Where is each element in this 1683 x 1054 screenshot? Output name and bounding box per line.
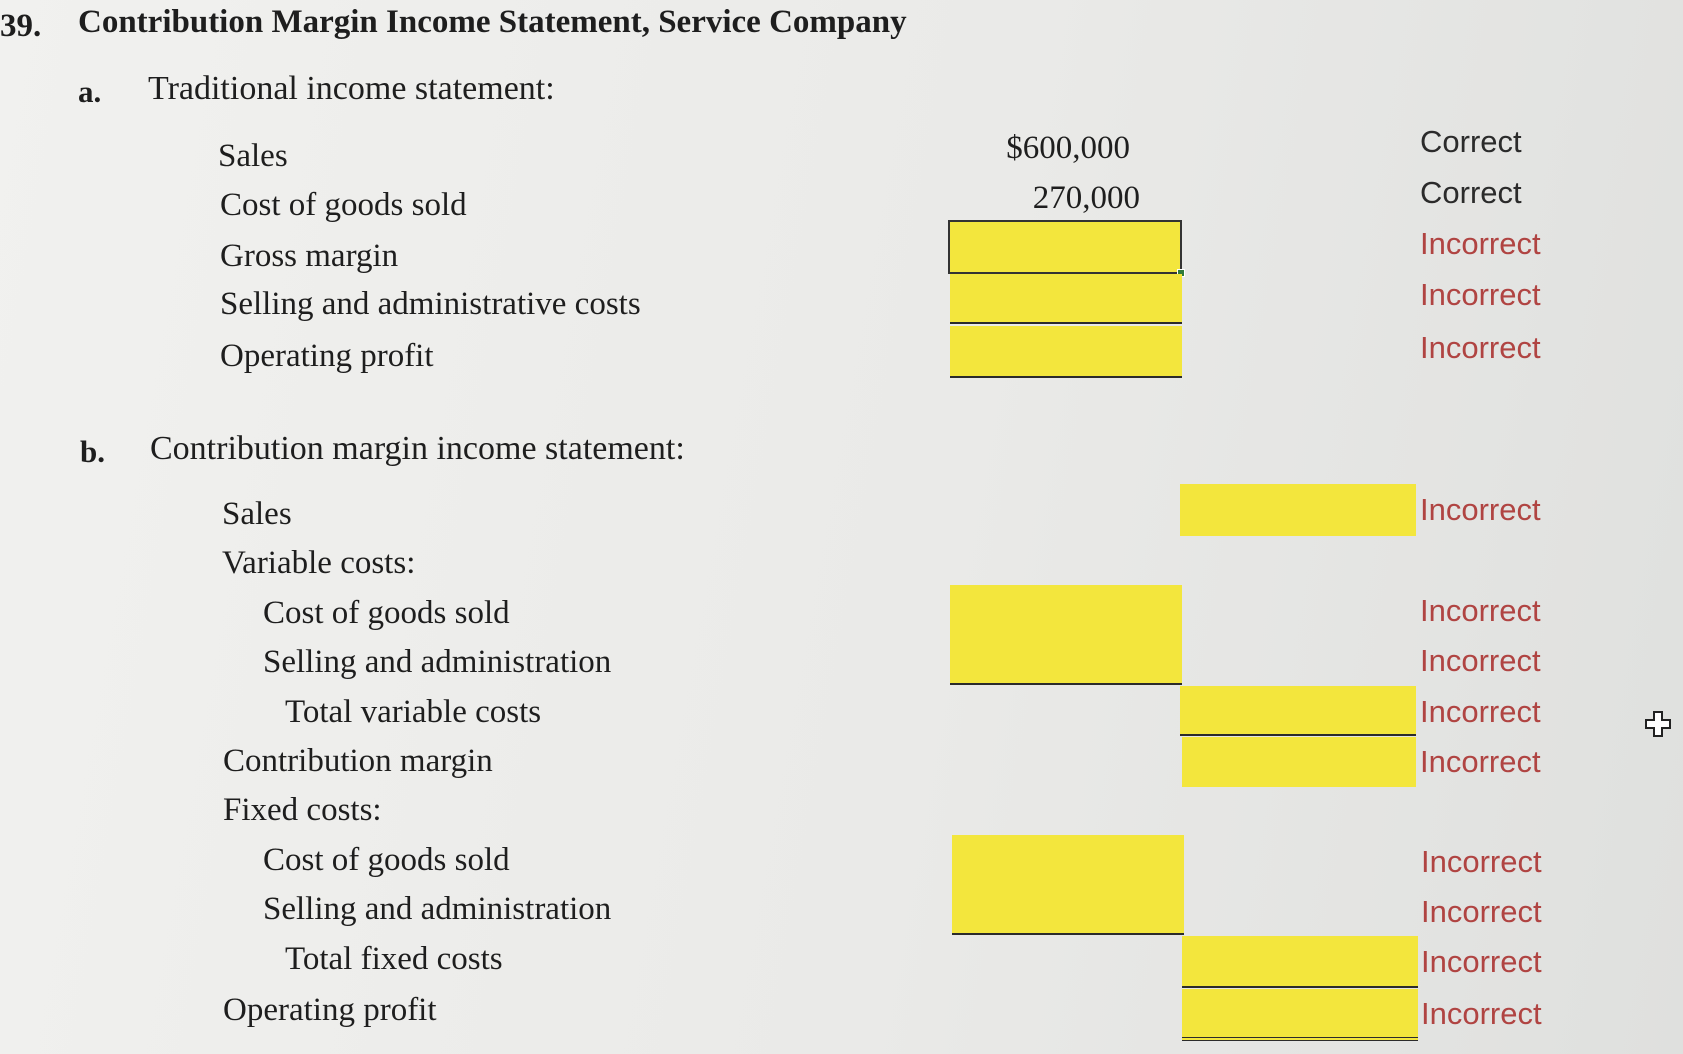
b-input-var-selling-admin[interactable] [950,635,1182,685]
b-input-contribution-margin[interactable] [1182,737,1416,787]
b-input-fixed-selling-admin[interactable] [952,885,1184,935]
b-status-contribution-margin: Incorrect [1420,744,1541,779]
a-row-label-operating-profit: Operating profit [220,338,434,374]
b-row-label-fixed-cogs: Cost of goods sold [263,842,510,878]
a-value-cogs[interactable]: 270,000 [1032,180,1140,216]
b-row-label-sales: Sales [222,496,292,532]
part-a-letter: a. [78,74,102,109]
a-input-gross-margin[interactable] [948,220,1182,274]
move-cursor-icon [1644,710,1672,738]
b-row-label-variable-costs: Variable costs: [222,545,416,581]
b-input-sales[interactable] [1180,484,1416,536]
b-row-label-total-variable: Total variable costs [285,694,542,730]
b-status-var-selling-admin: Incorrect [1420,643,1541,678]
a-input-operating-profit[interactable] [950,326,1182,378]
a-row-label-cogs: Cost of goods sold [220,187,467,223]
a-input-selling-admin[interactable] [950,274,1182,324]
a-row-label-sales: Sales [218,138,288,174]
a-row-label-selling-admin: Selling and administrative costs [220,286,641,322]
problem-number: 39. [0,8,42,44]
b-input-var-cogs[interactable] [950,585,1182,635]
part-b-heading: Contribution margin income statement: [150,430,685,467]
a-status-gross-margin: Incorrect [1420,226,1541,261]
part-a-heading: Traditional income statement: [148,70,555,107]
page-title: Contribution Margin Income Statement, Service Company [78,4,907,40]
b-status-operating-profit: Incorrect [1421,996,1542,1031]
b-status-total-variable: Incorrect [1420,694,1541,729]
a-row-label-gross-margin: Gross margin [220,238,399,274]
a-status-selling-admin: Incorrect [1420,277,1541,312]
b-status-fixed-cogs: Incorrect [1421,844,1542,879]
b-input-total-variable[interactable] [1180,686,1416,736]
b-input-fixed-cogs[interactable] [952,835,1184,885]
a-status-cogs: Correct [1420,175,1522,210]
a-status-operating-profit: Incorrect [1420,330,1541,365]
b-row-label-var-selling-admin: Selling and administration [263,644,612,680]
b-status-fixed-selling-admin: Incorrect [1421,894,1542,929]
b-row-label-contribution-margin: Contribution margin [223,743,493,779]
b-status-total-fixed: Incorrect [1421,944,1542,979]
b-status-var-cogs: Incorrect [1420,593,1541,628]
b-row-label-var-cogs: Cost of goods sold [263,595,510,631]
b-status-sales: Incorrect [1420,492,1541,527]
b-input-total-fixed[interactable] [1182,936,1418,988]
part-b-letter: b. [80,434,105,469]
b-row-label-total-fixed: Total fixed costs [285,941,503,977]
b-row-label-operating-profit: Operating profit [223,992,437,1028]
a-value-sales[interactable]: $600,000 [1006,130,1130,166]
a-status-sales: Correct [1420,124,1522,159]
b-input-operating-profit[interactable] [1182,989,1418,1041]
b-row-label-fixed-costs: Fixed costs: [223,792,382,828]
b-row-label-fixed-selling-admin: Selling and administration [263,891,612,927]
